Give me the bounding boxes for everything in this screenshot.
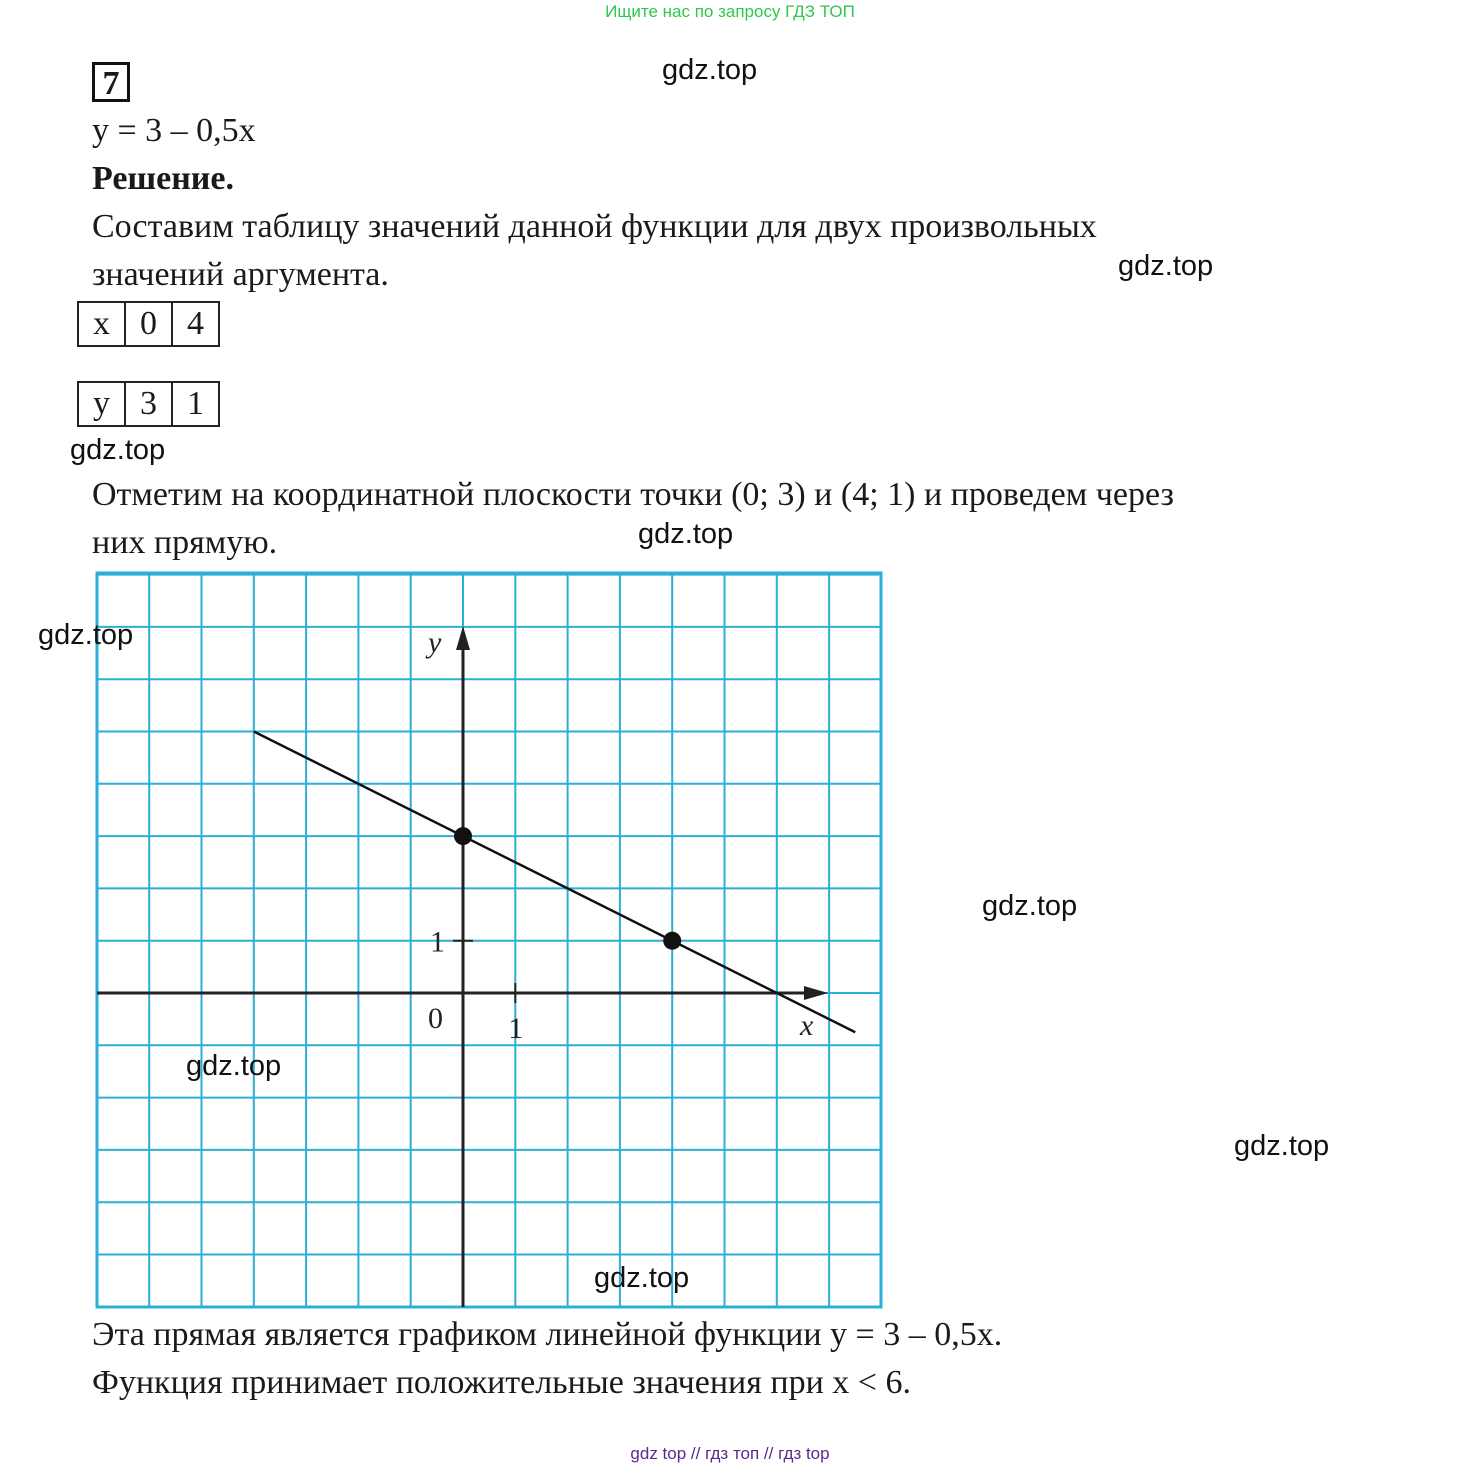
solution-title: Решение. — [92, 160, 234, 197]
intro-line-2: значений аргумента. — [92, 256, 389, 293]
data-point — [454, 827, 472, 845]
table-cell: x — [78, 302, 125, 346]
data-point — [663, 932, 681, 950]
watermark: gdz.top — [186, 1050, 282, 1082]
conclusion-line-2: Функция принимает положительные значения при x < 6. — [92, 1364, 911, 1401]
table-cell: 3 — [125, 382, 172, 426]
conclusion-line-1: Эта прямая является графиком линейной функции y = 3 – 0,5x. — [92, 1316, 1003, 1353]
task-number: 7 — [92, 62, 130, 102]
y-axis-arrow — [456, 626, 470, 650]
watermark: gdz.top — [982, 890, 1078, 922]
top-banner: Ищите нас по запросу ГДЗ ТОП — [605, 2, 855, 21]
watermark: gdz.top — [638, 518, 734, 550]
series-line — [254, 732, 855, 1033]
footer: gdz top // гдз топ // гдз top — [630, 1444, 830, 1463]
axes — [97, 626, 828, 1307]
plot-line-2: них прямую. — [92, 524, 278, 561]
watermark: gdz.top — [594, 1262, 690, 1294]
formula: y = 3 – 0,5x — [92, 112, 256, 149]
x-axis-arrow — [804, 986, 828, 1000]
table-cell: 1 — [172, 382, 219, 426]
y-axis-label: y — [428, 626, 442, 659]
watermark: gdz.top — [1234, 1130, 1330, 1162]
watermark: gdz.top — [70, 434, 166, 466]
x-axis-label: x — [800, 1009, 814, 1042]
table-cell: 0 — [125, 302, 172, 346]
series — [254, 732, 855, 1033]
watermark: gdz.top — [1118, 250, 1214, 282]
watermark: gdz.top — [38, 619, 134, 651]
x-tick-label: 1 — [508, 1012, 524, 1045]
y-tick-label: 1 — [430, 925, 445, 959]
plot-line-1: Отметим на координатной плоскости точки (0; 3) и (4; 1) и проведем через — [92, 476, 1174, 513]
origin-label: 0 — [428, 1002, 443, 1035]
watermark: gdz.top — [662, 54, 758, 86]
table-cell: 4 — [172, 302, 219, 346]
table-cell: y — [78, 382, 125, 426]
grid — [97, 573, 881, 1307]
intro-line-1: Составим таблицу значений данной функции для двух произвольных — [92, 208, 1097, 245]
